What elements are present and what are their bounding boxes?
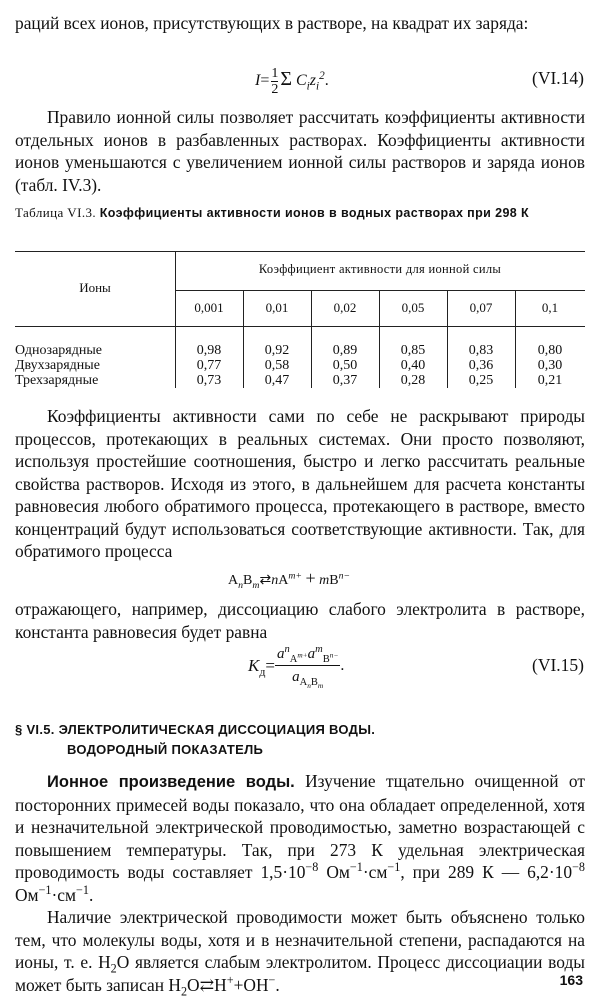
- table-cell: 0,58: [264, 358, 290, 373]
- table-header-rule: [15, 326, 585, 327]
- table-col-1: [243, 343, 311, 388]
- reaction-plus: +: [305, 568, 316, 588]
- rule-paragraph: [15, 106, 585, 196]
- eq14-body: C: [296, 72, 307, 90]
- eq15-num-a1-sub: A: [289, 654, 298, 665]
- eq14-frac-den: 2: [271, 82, 279, 97]
- conductivity-2-exp: −8: [572, 860, 585, 875]
- eq15-fraction: [275, 643, 340, 691]
- table-cell: 0,73: [196, 373, 222, 388]
- reaction-m: m: [252, 579, 260, 591]
- eq15-K-part: [248, 656, 275, 676]
- table-cell: 0,50: [332, 358, 358, 373]
- paragraph-rule-text: Правило ионной силы позволяет рассчитать коэффициенты активности отдельных ионов в разбавленных растворах. Коэффициенты активности ионов уменьшаются с увеличением ионной силы растворов и заряда ионов (табл. IV.3).: [15, 107, 585, 195]
- water-eq-tail: О⇄Н: [187, 974, 227, 995]
- table-cell: 0,36: [468, 358, 494, 373]
- eq14-dot: .: [324, 72, 329, 90]
- reaction-ionA-charge: m+: [288, 570, 302, 582]
- table-top-rule: [15, 251, 585, 252]
- table-header-ions: Ионы: [79, 280, 111, 295]
- table-caption: [15, 205, 585, 221]
- eq14-sum: Σ: [280, 68, 292, 91]
- h-plus: +: [226, 972, 234, 987]
- top-paragraph: [15, 12, 585, 35]
- final-dot: .: [275, 974, 280, 995]
- eq14-body-sub: i: [306, 80, 310, 93]
- table-col-3: [379, 343, 447, 388]
- eq15-num-a2-sub-sup: n−: [329, 650, 339, 660]
- table-cell: 0,47: [264, 373, 290, 388]
- presence-text: Наличие электрической проводимости может быть объяснено только тем, что молекулы воды, хотя и в незначительной степени, распадаются на ионы, т. е. Н: [15, 907, 585, 972]
- reaction-A: A: [228, 573, 239, 588]
- table-cell: 0,30: [537, 358, 563, 373]
- unit-2-exp: −1: [38, 882, 52, 897]
- eq14-number: (VI.14): [532, 68, 584, 88]
- table-cell: 0,98: [196, 343, 222, 358]
- table-cell: 0,25: [468, 373, 494, 388]
- presence-paragraph: [15, 906, 585, 996]
- reaction-coefA: n: [271, 573, 279, 588]
- table-row-label: Однозарядные: [15, 343, 102, 358]
- eq14-frac-num: 1: [271, 66, 279, 81]
- table-caption-title: Коэффициенты активности ионов в водных растворах при 298 К: [99, 206, 530, 220]
- eq15-den-sub-n: n: [307, 681, 311, 691]
- unit-2-cm-exp: −1: [76, 882, 89, 897]
- section-heading: [15, 720, 375, 760]
- reaction-B: B: [243, 573, 253, 588]
- unit-1-exp: −1: [349, 860, 363, 875]
- reaction-ionB-charge: n−: [338, 570, 351, 582]
- ion-product-text-block: [15, 770, 585, 906]
- table-cell: 0,92: [264, 343, 290, 358]
- section-heading-line1: § VI.5. ЭЛЕКТРОЛИТИЧЕСКАЯ ДИССОЦИАЦИЯ ВОДЫ.: [15, 722, 376, 737]
- table-cell: 0,21: [537, 373, 563, 388]
- table-cell: 0,40: [400, 358, 426, 373]
- eq15-num-a2-sup: m: [315, 644, 323, 655]
- table-col-4: [447, 343, 515, 388]
- eq14-equals: =: [260, 72, 270, 90]
- eq14-lhs: I: [255, 72, 261, 90]
- table-row-label: Двухзарядные: [15, 358, 100, 373]
- eq15-num-a1: a: [277, 646, 285, 662]
- table-col-header: 0,001: [194, 300, 224, 315]
- table-col-header: 0,07: [469, 300, 493, 315]
- eq15-number: (VI.15): [532, 655, 584, 675]
- oh-minus: −: [268, 972, 276, 987]
- paragraph-top-text: раций всех ионов, присутствующих в растворе, на квадрат их заряда:: [15, 13, 529, 33]
- h2o-sub: 2: [110, 961, 117, 976]
- h2o-sub-2: 2: [180, 983, 188, 998]
- table-row-label: Трехзарядные: [15, 373, 99, 388]
- paragraph-coeff-text: Коэффициенты активности сами по себе не раскрывают природы процессов, протекающих в реальных системах. Они просто позволяют, используя простейшие соотношения, быстро и легко рассчитать реальные свойства растворов. Исходя из этого, в дальнейшем для расчета константы равновесия любого обратимого процесса, протекающего в растворе, вместо концентраций будут использоваться соответствующие активности. Так, для обратимого процесса: [15, 406, 585, 561]
- table-cell: 0,85: [400, 343, 426, 358]
- table-col-header: 0,1: [541, 300, 559, 315]
- table-col-5: [515, 343, 585, 388]
- table-cell: 0,37: [332, 373, 358, 388]
- conductivity-1: 1,5·10: [260, 862, 306, 882]
- eq14-fraction: [271, 66, 278, 97]
- reaction-coefB: m: [319, 573, 330, 588]
- eq15-den-sub-m: m: [317, 681, 324, 691]
- table-caption-label: Таблица VI.3.: [15, 205, 97, 220]
- paragraph-reflect-text: отражающего, например, диссоциацию слабого электролита в растворе, константа равновесия будет равна: [15, 599, 585, 642]
- table-row-labels: [15, 343, 102, 388]
- plus-oh: +ОН: [233, 974, 269, 995]
- eq15-den-sub-B: B: [310, 677, 318, 688]
- table-cell: 0,80: [537, 343, 563, 358]
- unit-2: Ом: [15, 884, 39, 905]
- unit-2-cm: ·см: [51, 884, 77, 905]
- conductivity-2: 6,2·10: [527, 862, 573, 882]
- eq15-num-a1-sup: n: [284, 644, 290, 655]
- ion-product-title: Ионное произведение воды.: [47, 773, 295, 791]
- presence-tail: О является слабым электролитом. Процесс диссоциации воды может быть записан Н: [15, 952, 585, 995]
- section-heading-line2: ВОДОРОДНЫЙ ПОКАЗАТЕЛЬ: [67, 742, 264, 757]
- eq15-K-sub: д: [259, 663, 266, 678]
- table-header-group: Коэффициент активности для ионной силы: [258, 262, 502, 276]
- unit-1-cm: ·см: [362, 862, 388, 882]
- eq15-equals: =: [265, 655, 275, 675]
- reflect-paragraph: [15, 598, 585, 643]
- reaction-equation: [228, 568, 350, 589]
- table-subheader-rule: [175, 290, 585, 291]
- eq15-den-a: a: [292, 669, 300, 685]
- unit-1: Ом: [318, 862, 350, 882]
- eq15-dot: .: [340, 656, 345, 674]
- eq15-num-a1-sub-sup: m+: [297, 650, 308, 660]
- eq15-den-sub-A: A: [299, 677, 308, 688]
- reaction-ionB: B: [329, 573, 339, 588]
- eq15-num-a2: a: [307, 646, 316, 662]
- coeff-paragraph: [15, 405, 585, 563]
- table-cell: 0,89: [332, 343, 358, 358]
- table-cell: 0,28: [400, 373, 426, 388]
- reaction-arrow: ⇄: [259, 573, 272, 588]
- mid-text: , при 289 К —: [400, 862, 528, 882]
- ion-product-paragraph: [15, 770, 585, 996]
- end-dot: .: [88, 884, 94, 905]
- eq14-z-sup: 2: [319, 69, 325, 82]
- eq14-z: z: [309, 72, 317, 90]
- table-cell: 0,83: [468, 343, 494, 358]
- eq15-num-a2-sub: B: [322, 654, 330, 665]
- table-col-header: 0,02: [333, 300, 357, 315]
- table-col-header: 0,05: [401, 300, 425, 315]
- reaction-ionA: A: [278, 573, 289, 588]
- reaction-n: n: [238, 579, 244, 591]
- conductivity-1-exp: −8: [305, 860, 319, 875]
- table-col-header: 0,01: [265, 300, 289, 315]
- ion-product-text: Изучение тщательно очищенной от посторонних примесей воды показало, что она обладает определенной, хотя и незначительной электрической проводимостью, заметно возрастающей с повышением температуры. Так, при 273 К удельная электрическая проводимость воды составляет: [15, 771, 585, 882]
- eq14-z-sub: i: [316, 80, 320, 93]
- eq15-denominator: [275, 666, 340, 691]
- table-col-2: [311, 343, 379, 388]
- eq15-K: K: [248, 655, 260, 675]
- unit-1-cm-exp: −1: [387, 860, 401, 875]
- table-cell: 0,77: [196, 358, 222, 373]
- table-col-0: [175, 343, 243, 388]
- eq15-numerator: [275, 643, 340, 666]
- page-number: 163: [559, 972, 583, 988]
